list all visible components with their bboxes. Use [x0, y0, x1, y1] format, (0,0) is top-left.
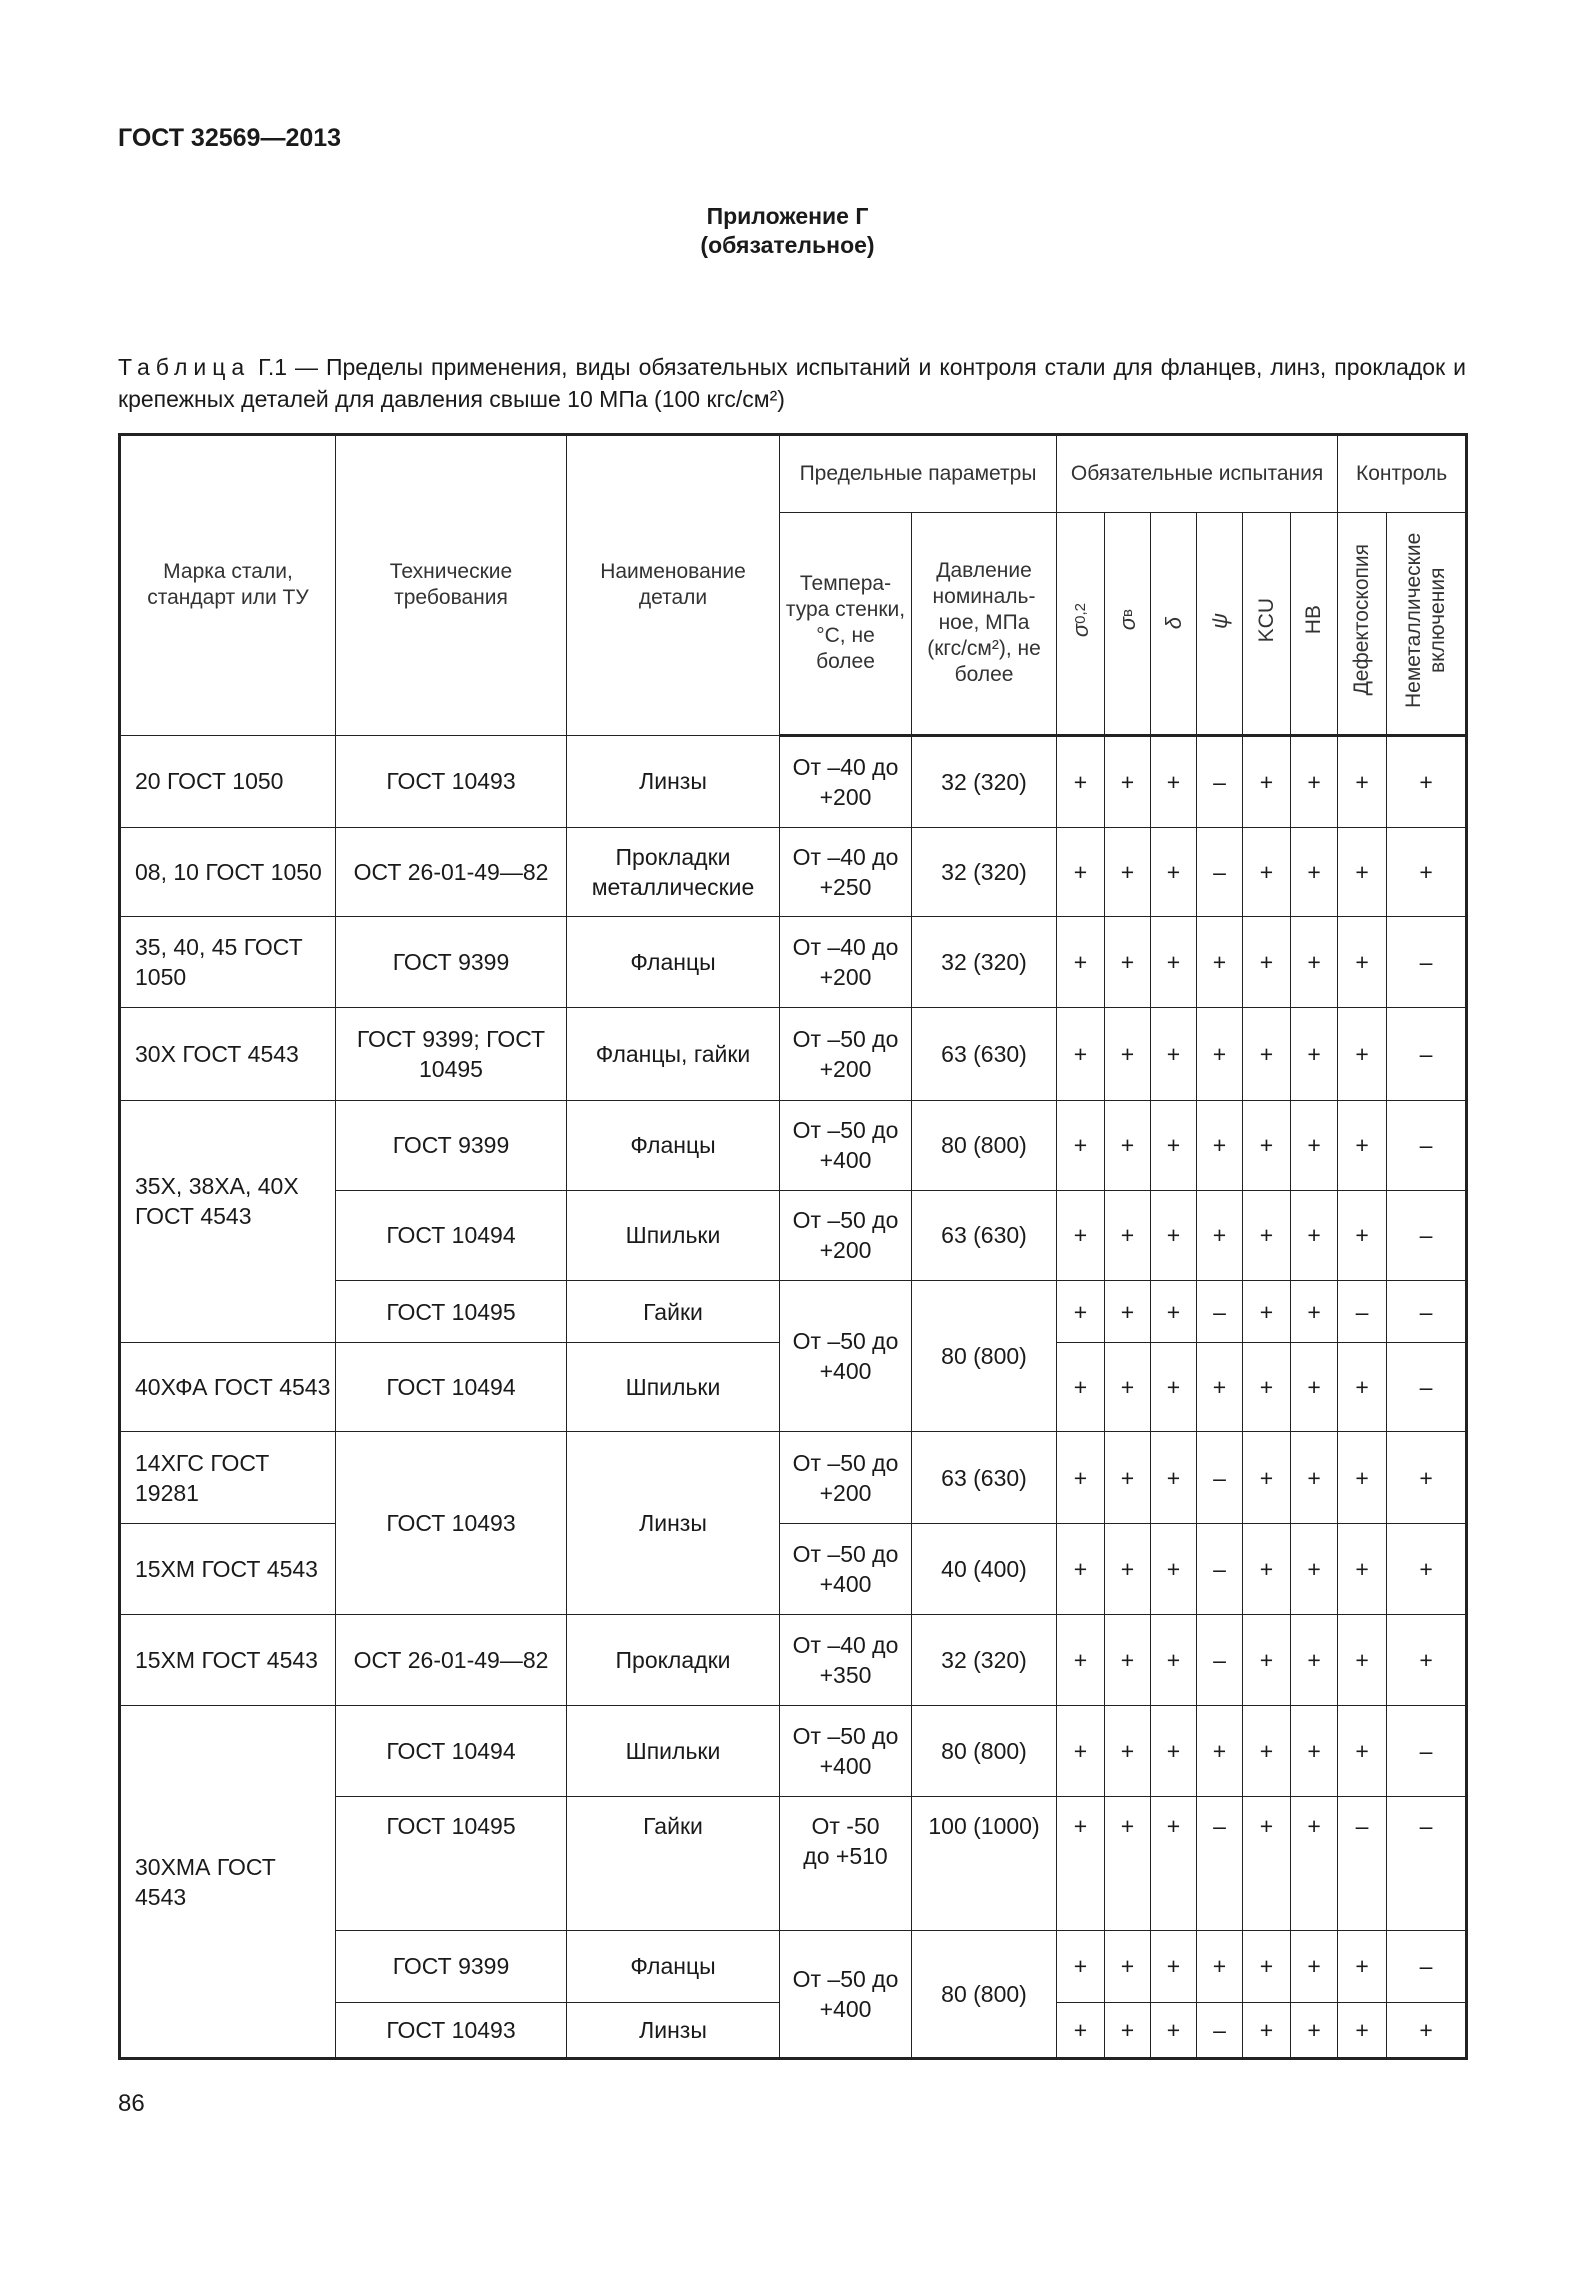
cell-req: ГОСТ 10494	[336, 1706, 567, 1797]
cell-mark: +	[1243, 1614, 1291, 1705]
cell-mark: –	[1387, 1100, 1467, 1190]
hb-label: НВ	[1302, 605, 1326, 635]
cell-part: Фланцы	[567, 1930, 780, 2002]
appendix-subtitle: (обязательное)	[700, 232, 875, 258]
cell-part: Шпильки	[567, 1343, 780, 1432]
cell-temp: От –50 до +200	[780, 1432, 912, 1523]
cell-mark: +	[1151, 917, 1197, 1008]
cell-mark: +	[1338, 1008, 1387, 1100]
cell-mark: +	[1151, 1706, 1197, 1797]
cell-mark: +	[1338, 827, 1387, 916]
table-row	[120, 1100, 1467, 1190]
cell-req: ГОСТ 10494	[336, 1190, 567, 1280]
cell-req: ГОСТ 10494	[336, 1343, 567, 1432]
table-row	[120, 917, 1467, 1008]
sigmab-subscript: в	[1118, 609, 1136, 618]
cell-mark: +	[1243, 1190, 1291, 1280]
cell-mark: +	[1338, 1190, 1387, 1280]
cell-mark: +	[1057, 1100, 1105, 1190]
cell-mark: +	[1057, 1432, 1105, 1523]
cell-mark: +	[1243, 1523, 1291, 1614]
cell-part: Прокладки	[567, 1614, 780, 1705]
cell-grade: 35, 40, 45 ГОСТ 1050	[120, 917, 336, 1008]
cell-mark: +	[1243, 827, 1291, 916]
cell-pressure: 40 (400)	[912, 1523, 1057, 1614]
cell-mark: +	[1151, 1797, 1197, 1930]
cell-mark: +	[1291, 1614, 1338, 1705]
cell-mark: +	[1197, 917, 1243, 1008]
cell-temp: От –40 до +250	[780, 827, 912, 916]
cell-mark: +	[1105, 1706, 1151, 1797]
cell-req: ГОСТ 10495	[336, 1797, 567, 1930]
col-header-sigma02	[1057, 513, 1105, 736]
cell-temp: От –50 до +400	[780, 1281, 912, 1432]
cell-temp: От -50 до +510	[780, 1797, 912, 1930]
cell-mark: +	[1105, 1523, 1151, 1614]
col-header-nonmetal	[1387, 513, 1467, 736]
cell-mark: +	[1291, 1190, 1338, 1280]
cell-mark: –	[1387, 1930, 1467, 2002]
cell-mark: +	[1338, 1706, 1387, 1797]
cell-mark: –	[1197, 1797, 1243, 1930]
cell-mark: +	[1387, 1523, 1467, 1614]
cell-mark: +	[1105, 2002, 1151, 2058]
col-group-limits: Предельные параметры	[780, 435, 1057, 513]
cell-mark: +	[1057, 1930, 1105, 2002]
cell-part: Шпильки	[567, 1706, 780, 1797]
col-header-hb	[1291, 513, 1338, 736]
cell-pressure: 32 (320)	[912, 1614, 1057, 1705]
cell-mark: +	[1105, 917, 1151, 1008]
cell-pressure: 32 (320)	[912, 827, 1057, 916]
cell-mark: +	[1197, 1930, 1243, 2002]
cell-mark: +	[1105, 1281, 1151, 1343]
nonmetal-label: Неметаллические включения	[1402, 532, 1450, 708]
col-header-sigmab	[1105, 513, 1151, 736]
cell-mark: +	[1151, 1008, 1197, 1100]
cell-temp: От –50 до +400	[780, 1930, 912, 2058]
caption-label: Таблица	[118, 354, 251, 380]
defectoscopy-label: Дефектоскопия	[1350, 544, 1374, 696]
cell-mark: +	[1151, 827, 1197, 916]
cell-mark: +	[1243, 1797, 1291, 1930]
cell-mark: +	[1105, 1190, 1151, 1280]
cell-mark: +	[1291, 2002, 1338, 2058]
cell-mark: +	[1197, 1008, 1243, 1100]
cell-grade: 30Х ГОСТ 4543	[120, 1008, 336, 1100]
cell-pressure: 100 (1000)	[912, 1797, 1057, 1930]
cell-req: ГОСТ 9399	[336, 1930, 567, 2002]
table-row	[120, 1432, 1467, 1523]
cell-temp: От –50 до +400	[780, 1100, 912, 1190]
col-group-tests: Обязательные испытания	[1057, 435, 1338, 513]
cell-mark: –	[1387, 1008, 1467, 1100]
table-row	[120, 827, 1467, 916]
cell-req: ГОСТ 9399	[336, 1100, 567, 1190]
cell-grade: 20 ГОСТ 1050	[120, 735, 336, 827]
cell-mark: +	[1291, 917, 1338, 1008]
delta-symbol: δ	[1160, 617, 1186, 630]
cell-req: ГОСТ 10493	[336, 735, 567, 827]
cell-mark: –	[1387, 1190, 1467, 1280]
cell-mark: +	[1387, 735, 1467, 827]
table-row	[120, 735, 1467, 827]
cell-mark: +	[1197, 1706, 1243, 1797]
cell-mark: +	[1105, 1797, 1151, 1930]
cell-mark: +	[1197, 1100, 1243, 1190]
table-row	[120, 1008, 1467, 1100]
cell-mark: +	[1105, 1100, 1151, 1190]
cell-req: ГОСТ 10495	[336, 1281, 567, 1343]
cell-grade: 14ХГС ГОСТ 19281	[120, 1432, 336, 1523]
cell-mark: +	[1338, 1100, 1387, 1190]
cell-mark: +	[1105, 1930, 1151, 2002]
cell-mark: +	[1057, 827, 1105, 916]
cell-mark: –	[1197, 1281, 1243, 1343]
cell-pressure: 80 (800)	[912, 1281, 1057, 1432]
page-number: 86	[118, 2090, 145, 2117]
cell-req: ГОСТ 10493	[336, 2002, 567, 2058]
cell-mark: +	[1291, 1797, 1338, 1930]
cell-grade: 30ХМА ГОСТ 4543	[120, 1706, 336, 2059]
table-row	[120, 1706, 1467, 1797]
header-row-1	[120, 435, 1467, 513]
cell-mark: +	[1387, 2002, 1467, 2058]
cell-mark: –	[1197, 1523, 1243, 1614]
cell-mark: +	[1151, 1343, 1197, 1432]
cell-temp: От –40 до +350	[780, 1614, 912, 1705]
cell-mark: +	[1243, 917, 1291, 1008]
cell-mark: +	[1057, 1706, 1105, 1797]
cell-mark: +	[1338, 1614, 1387, 1705]
cell-mark: +	[1291, 1432, 1338, 1523]
cell-mark: +	[1243, 1281, 1291, 1343]
cell-temp: От –40 до +200	[780, 735, 912, 827]
cell-mark: +	[1105, 1614, 1151, 1705]
cell-mark: +	[1057, 1008, 1105, 1100]
cell-mark: +	[1243, 1008, 1291, 1100]
cell-mark: +	[1151, 1930, 1197, 2002]
cell-mark: –	[1387, 1343, 1467, 1432]
cell-mark: +	[1291, 1930, 1338, 2002]
cell-mark: –	[1197, 735, 1243, 827]
cell-mark: +	[1243, 1930, 1291, 2002]
cell-part: Шпильки	[567, 1190, 780, 1280]
cell-mark: +	[1197, 1343, 1243, 1432]
cell-part: Фланцы	[567, 1100, 780, 1190]
cell-req: ГОСТ 9399; ГОСТ 10495	[336, 1008, 567, 1100]
cell-mark: –	[1338, 1797, 1387, 1930]
cell-mark: +	[1243, 735, 1291, 827]
cell-mark: +	[1243, 1343, 1291, 1432]
cell-temp: От –50 до +400	[780, 1523, 912, 1614]
col-group-control: Контроль	[1338, 435, 1467, 513]
cell-mark: +	[1151, 1614, 1197, 1705]
psi-symbol: ψ	[1206, 613, 1232, 630]
cell-grade: 35Х, 38ХА, 40Х ГОСТ 4543	[120, 1100, 336, 1343]
cell-mark: +	[1338, 735, 1387, 827]
cell-mark: +	[1057, 1281, 1105, 1343]
cell-req: ГОСТ 10493	[336, 1432, 567, 1614]
cell-pressure: 80 (800)	[912, 1930, 1057, 2058]
cell-mark: +	[1105, 1432, 1151, 1523]
cell-mark: +	[1105, 735, 1151, 827]
cell-mark: +	[1057, 1343, 1105, 1432]
cell-mark: +	[1243, 2002, 1291, 2058]
sigmab-symbol: σ	[1114, 617, 1140, 631]
cell-mark: +	[1197, 1190, 1243, 1280]
cell-mark: +	[1291, 1008, 1338, 1100]
cell-mark: +	[1151, 2002, 1197, 2058]
cell-mark: +	[1057, 917, 1105, 1008]
cell-pressure: 63 (630)	[912, 1432, 1057, 1523]
cell-grade: 15ХМ ГОСТ 4543	[120, 1523, 336, 1614]
cell-pressure: 80 (800)	[912, 1100, 1057, 1190]
cell-part: Линзы	[567, 2002, 780, 2058]
sigma02-subscript: 0,2	[1071, 602, 1089, 624]
col-header-kcu	[1243, 513, 1291, 736]
cell-mark: –	[1387, 1281, 1467, 1343]
cell-mark: +	[1291, 1343, 1338, 1432]
cell-temp: От –40 до +200	[780, 917, 912, 1008]
kcu-label: KCU	[1254, 597, 1278, 643]
cell-mark: –	[1338, 1281, 1387, 1343]
cell-mark: +	[1291, 1706, 1338, 1797]
cell-mark: +	[1057, 1523, 1105, 1614]
cell-mark: +	[1338, 1432, 1387, 1523]
cell-mark: –	[1197, 827, 1243, 916]
cell-mark: –	[1197, 1432, 1243, 1523]
cell-pressure: 32 (320)	[912, 735, 1057, 827]
cell-temp: От –50 до +200	[780, 1190, 912, 1280]
cell-mark: –	[1197, 2002, 1243, 2058]
table-caption	[118, 351, 1466, 415]
cell-mark: +	[1057, 1614, 1105, 1705]
cell-grade: 40ХФА ГОСТ 4543	[120, 1343, 336, 1432]
cell-part: Линзы	[567, 735, 780, 827]
cell-mark: +	[1387, 1614, 1467, 1705]
cell-grade: 15ХМ ГОСТ 4543	[120, 1614, 336, 1705]
cell-mark: +	[1151, 1190, 1197, 1280]
col-header-psi	[1197, 513, 1243, 736]
col-header-tech-req: Технические требования	[336, 435, 567, 736]
appendix-title: Приложение Г	[706, 203, 869, 229]
table-row	[120, 1523, 1467, 1614]
table-row	[120, 1614, 1467, 1705]
cell-part: Гайки	[567, 1281, 780, 1343]
cell-mark: +	[1338, 1523, 1387, 1614]
cell-pressure: 63 (630)	[912, 1190, 1057, 1280]
col-header-part-name: Наименование детали	[567, 435, 780, 736]
cell-part: Фланцы, гайки	[567, 1008, 780, 1100]
cell-mark: +	[1057, 735, 1105, 827]
cell-part: Гайки	[567, 1797, 780, 1930]
cell-mark: +	[1243, 1706, 1291, 1797]
cell-grade: 08, 10 ГОСТ 1050	[120, 827, 336, 916]
cell-mark: +	[1105, 1343, 1151, 1432]
steel-limits-table	[118, 433, 1468, 2060]
cell-mark: +	[1387, 827, 1467, 916]
cell-mark: +	[1338, 917, 1387, 1008]
cell-mark: +	[1387, 1432, 1467, 1523]
col-header-pressure: Давление номиналь-ное, МПа (кгс/см²), не более	[912, 513, 1057, 736]
cell-mark: +	[1057, 1190, 1105, 1280]
cell-part: Фланцы	[567, 917, 780, 1008]
cell-mark: +	[1105, 827, 1151, 916]
cell-mark: –	[1197, 1614, 1243, 1705]
cell-mark: +	[1291, 1523, 1338, 1614]
cell-mark: +	[1151, 1523, 1197, 1614]
cell-mark: +	[1151, 1432, 1197, 1523]
cell-pressure: 80 (800)	[912, 1706, 1057, 1797]
cell-mark: –	[1387, 917, 1467, 1008]
cell-mark: –	[1387, 1706, 1467, 1797]
cell-req: ГОСТ 9399	[336, 917, 567, 1008]
cell-mark: +	[1291, 827, 1338, 916]
cell-mark: +	[1151, 1100, 1197, 1190]
cell-mark: +	[1105, 1008, 1151, 1100]
cell-mark: +	[1338, 2002, 1387, 2058]
cell-mark: +	[1057, 2002, 1105, 2058]
col-header-delta	[1151, 513, 1197, 736]
cell-temp: От –50 до +200	[780, 1008, 912, 1100]
cell-part: Прокладки металлические	[567, 827, 780, 916]
appendix-heading	[0, 202, 1575, 260]
cell-req: ОСТ 26-01-49—82	[336, 1614, 567, 1705]
cell-mark: +	[1151, 1281, 1197, 1343]
caption-text: Г.1 — Пределы применения, виды обязательных испытаний и контроля стали для фланцев, линз, прокладок и крепежных деталей для давления свыше 10 МПа (100 кгс/см²)	[118, 354, 1466, 412]
cell-mark: +	[1338, 1930, 1387, 2002]
col-header-steel-grade: Марка стали, стандарт или ТУ	[120, 435, 336, 736]
cell-mark: +	[1291, 735, 1338, 827]
cell-mark: +	[1057, 1797, 1105, 1930]
cell-req: ОСТ 26-01-49—82	[336, 827, 567, 916]
cell-part: Линзы	[567, 1432, 780, 1614]
cell-pressure: 63 (630)	[912, 1008, 1057, 1100]
cell-mark: +	[1291, 1100, 1338, 1190]
cell-mark: +	[1243, 1432, 1291, 1523]
cell-mark: +	[1151, 735, 1197, 827]
cell-mark: +	[1243, 1100, 1291, 1190]
cell-pressure: 32 (320)	[912, 917, 1057, 1008]
document-code: ГОСТ 32569—2013	[118, 124, 342, 152]
cell-mark: +	[1338, 1343, 1387, 1432]
sigma02-symbol: σ	[1067, 623, 1093, 638]
cell-mark: –	[1387, 1797, 1467, 1930]
col-header-temperature: Темпера-тура стенки, °С, не более	[780, 513, 912, 736]
cell-mark: +	[1291, 1281, 1338, 1343]
cell-temp: От –50 до +400	[780, 1706, 912, 1797]
col-header-defectoscopy	[1338, 513, 1387, 736]
